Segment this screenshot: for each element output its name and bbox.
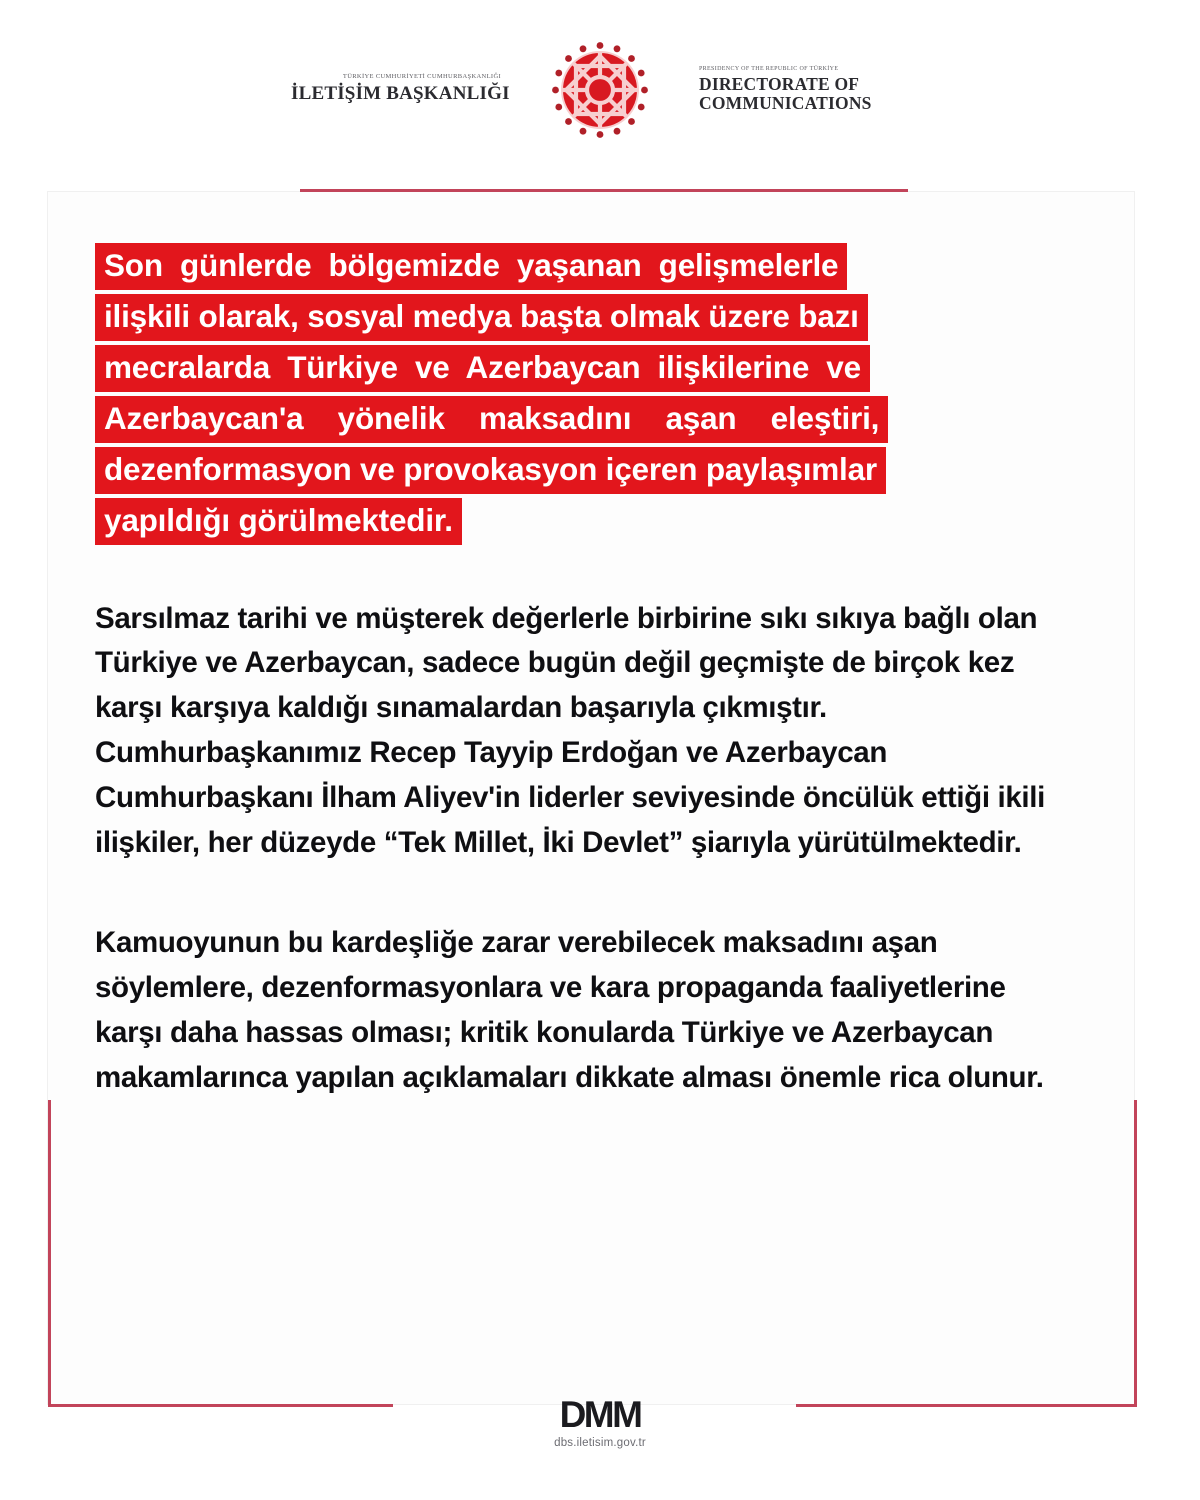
brand-english-title (699, 75, 909, 113)
brand-english (699, 65, 909, 115)
top-accent-rule (300, 189, 908, 192)
highlight-line: Azerbaycan'a yönelik maksadını aşan eleştiri, (95, 396, 888, 443)
highlighted-statement (95, 243, 1057, 545)
highlight-line: ilişkili olarak, sosyal medya başta olmak üzere bazı (95, 294, 868, 341)
statement-content (95, 243, 1057, 1101)
brand-turkish (291, 73, 510, 106)
dmm-url: dbs.iletisim.gov.tr (554, 1437, 646, 1449)
brand-english-title-line1: DIRECTORATE OF (699, 74, 860, 95)
statement-paragraph-1: Sarsılmaz tarihi ve müşterek değerlerle birbirine sıkı sıkıya bağlı olan Türkiye ve Azerbaycan, sadece bugün değil geçmişte de birçok kez karşı karşıya kaldığı sınamalardan başarıyla çıkmıştır. Cumhurbaşkanımız Recep Tayyip Erdoğan ve Azerbaycan Cumhurbaşkanı İlham Aliyev'in liderler seviyesinde öncülük ettiği ikili ilişkiler, her düzeyde “Tek Millet, İki Devlet” şiarıyla yürütülmektedir. (95, 601, 1045, 859)
brand-english-kicker: PRESIDENCY OF THE REPUBLIC OF TÜRKİYE (699, 65, 839, 72)
highlight-line: yapıldığı görülmektedir. (95, 498, 462, 545)
page-footer (0, 1396, 1200, 1449)
presidency-emblem-icon (535, 25, 665, 155)
page-header (0, 0, 1200, 180)
brand-english-title-line2: COMMUNICATIONS (699, 93, 872, 114)
highlight-line: mecralarda Türkiye ve Azerbaycan ilişkilerine ve (95, 345, 870, 392)
highlight-line: Son günlerde bölgemizde yaşanan gelişmelerle (95, 243, 847, 290)
brand-turkish-kicker: TÜRKİYE CUMHURİYETİ CUMHURBAŞKANLIĞI (342, 73, 501, 81)
frame-corner-bottom-right (796, 1100, 1137, 1407)
dmm-logo: DMM (559, 1394, 641, 1435)
frame-corner-bottom-left (48, 1100, 393, 1407)
highlight-line: dezenformasyon ve provokasyon içeren paylaşımlar (95, 447, 886, 494)
brand-turkish-title: İLETİŞİM BAŞKANLIĞI (291, 83, 510, 105)
statement-paragraph-2: Kamuoyunun bu kardeşliğe zarar verebilecek maksadını aşan söylemlere, dezenformasyonlara ve kara propaganda faaliyetlerine karşı daha hassas olması; kritik konularda Türkiye ve Azerbaycan makamlarınca yapılan açıklamaları dikkate alması önemle rica olunur. (95, 926, 1044, 1094)
